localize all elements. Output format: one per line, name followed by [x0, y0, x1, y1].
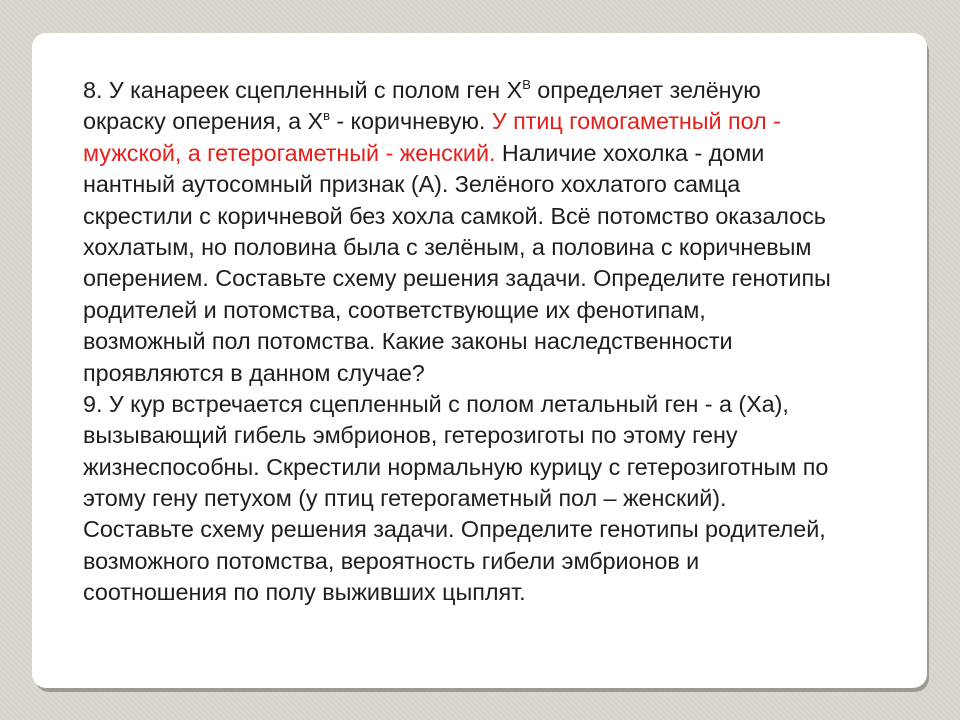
text-segment: 9. У кур встречается сцепленный с полом летальный ген - а (Ха), [83, 390, 789, 417]
text-line [83, 106, 949, 137]
text-line [83, 483, 949, 514]
text-line [83, 263, 949, 294]
text-segment: этому гену петухом (у птиц гетерогаметный пол – женский). [83, 485, 727, 512]
text-segment: оперением. Составьте схему решения задачи. Определите генотипы [83, 265, 831, 292]
text-line [83, 452, 949, 483]
text-segment: возможного потомства, вероятность гибели эмбрионов и [83, 547, 700, 574]
text-segment: нантный аутосомный признак (А). Зелёного хохлатого самца [83, 171, 741, 198]
text-line [83, 389, 949, 420]
text-line [83, 169, 949, 200]
task-text [83, 75, 949, 609]
text-line [83, 358, 949, 389]
text-segment: возможный пол потомства. Какие законы наследственности [83, 328, 733, 355]
text-line [83, 295, 949, 326]
text-segment: родителей и потомства, соответствующие их фенотипам, [83, 296, 706, 323]
text-line [83, 577, 949, 608]
text-line [83, 75, 949, 106]
text-segment: - коричневую. [329, 108, 492, 135]
highlighted-text: мужской, а гетерогаметный - женский. [83, 139, 496, 166]
text-line [83, 201, 949, 232]
text-line [83, 138, 949, 169]
text-line [83, 514, 949, 545]
text-line [83, 420, 949, 451]
highlighted-text: У птиц гомогаметный пол - [491, 108, 781, 135]
text-segment: Наличие хохолка - доми [495, 139, 765, 166]
text-segment: определяет зелёную [530, 77, 761, 103]
text-line [83, 326, 949, 357]
text-segment: вызывающий гибель эмбрионов, гетерозиготы по этому гену [83, 422, 738, 449]
text-segment: проявляются в данном случае? [83, 359, 425, 386]
allele-superscript: в [323, 108, 330, 124]
text-segment: окраску оперения, а Х [83, 108, 324, 135]
text-segment: хохлатым, но половина была с зелёным, а половина с коричневым [83, 233, 812, 260]
text-segment: жизнеспособны. Скрестили нормальную курицу с гетерозиготным по [83, 453, 829, 480]
allele-superscript: В [522, 77, 531, 92]
text-segment: Составьте схему решения задачи. Определите генотипы родителей, [83, 516, 826, 543]
text-segment: скрестили с коричневой без хохла самкой. Всё потомство оказалось [83, 202, 826, 229]
slide-card [32, 33, 927, 688]
text-line [83, 546, 949, 577]
text-segment: соотношения по полу выживших цыплят. [83, 579, 526, 606]
text-line [83, 232, 949, 263]
text-segment: 8. У канареек сцепленный с полом ген Х [83, 77, 523, 103]
